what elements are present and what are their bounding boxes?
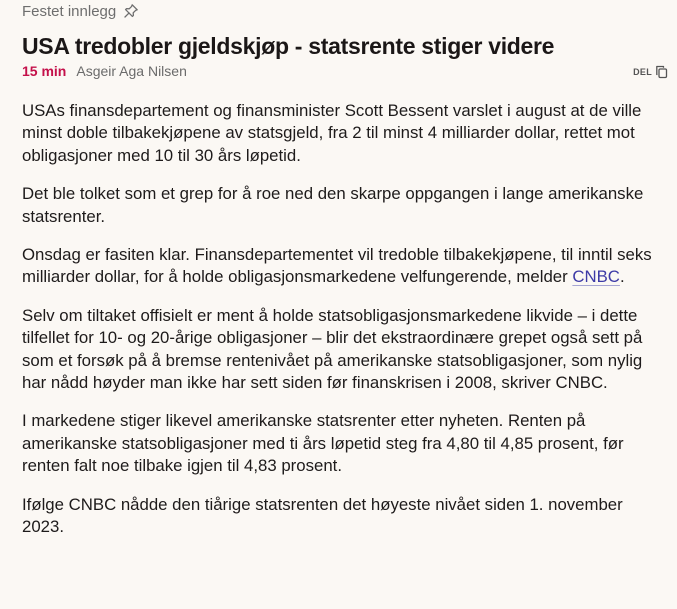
post-author: Asgeir Aga Nilsen (76, 63, 187, 79)
paragraph: Selv om tiltaket offisielt er ment å holde statsobligasjonsmarkedene likvide – i dette tilfellet for 10- og 20-årige obligasjoner – blir det ekstraordinære grepet også sett på som et forsøk på å bremse rentenivået på amerikanske statsobligasjoner, som nylig har nådd høyder man ikke har sett siden før finanskrisen i 2008, skriver CNBC. (22, 305, 643, 393)
paragraph: Ifølge CNBC nådde den tiårige statsrenten det høyeste nivået siden 1. november 2023. (22, 494, 623, 537)
pinned-indicator (22, 0, 662, 22)
paragraph (22, 244, 662, 289)
paragraph-text: . (619, 267, 625, 287)
post-meta (22, 61, 662, 81)
paragraph: I markedene stiger likevel amerikanske statsrenter etter nyheten. Renten på amerikanske statsobligasjoner med ti års løpetid steg fra 4,80 til 4,85 prosent, før renten falt noe tilbake igjen til 4,83 prosent. (22, 411, 624, 476)
pinned-label: Festet innlegg (22, 2, 117, 20)
post-body (22, 100, 662, 539)
paragraph-text: Onsdag er fasiten klar. Finansdepartementet vil tredoble tilbakekjøpene, til inntil seks milliarder dollar, for å holde obligasjonsmarkedene velfungerende, melder (22, 245, 652, 287)
pinned-post (22, 0, 662, 555)
cnbc-link[interactable]: CNBC (572, 267, 620, 287)
post-time: 15 min (22, 63, 67, 79)
pin-icon (123, 3, 139, 19)
share-button[interactable] (633, 65, 668, 79)
paragraph: USAs finansdepartement og finansminister Scott Bessent varslet i august at de ville minst doble tilbakekjøpene av statsgjeld, fra 2 til minst 4 milliarder dollar, rettet mot obligasjoner med 10 til 30 års løpetid. (22, 101, 642, 165)
paragraph: Det ble tolket som et grep for å roe ned den skarpe oppgangen i lange amerikanske statsrenter. (22, 184, 644, 226)
copy-icon (655, 65, 668, 79)
share-label: DEL (633, 67, 652, 77)
post-headline: USA tredobler gjeldskjøp - statsrente stiger videre (22, 33, 555, 59)
